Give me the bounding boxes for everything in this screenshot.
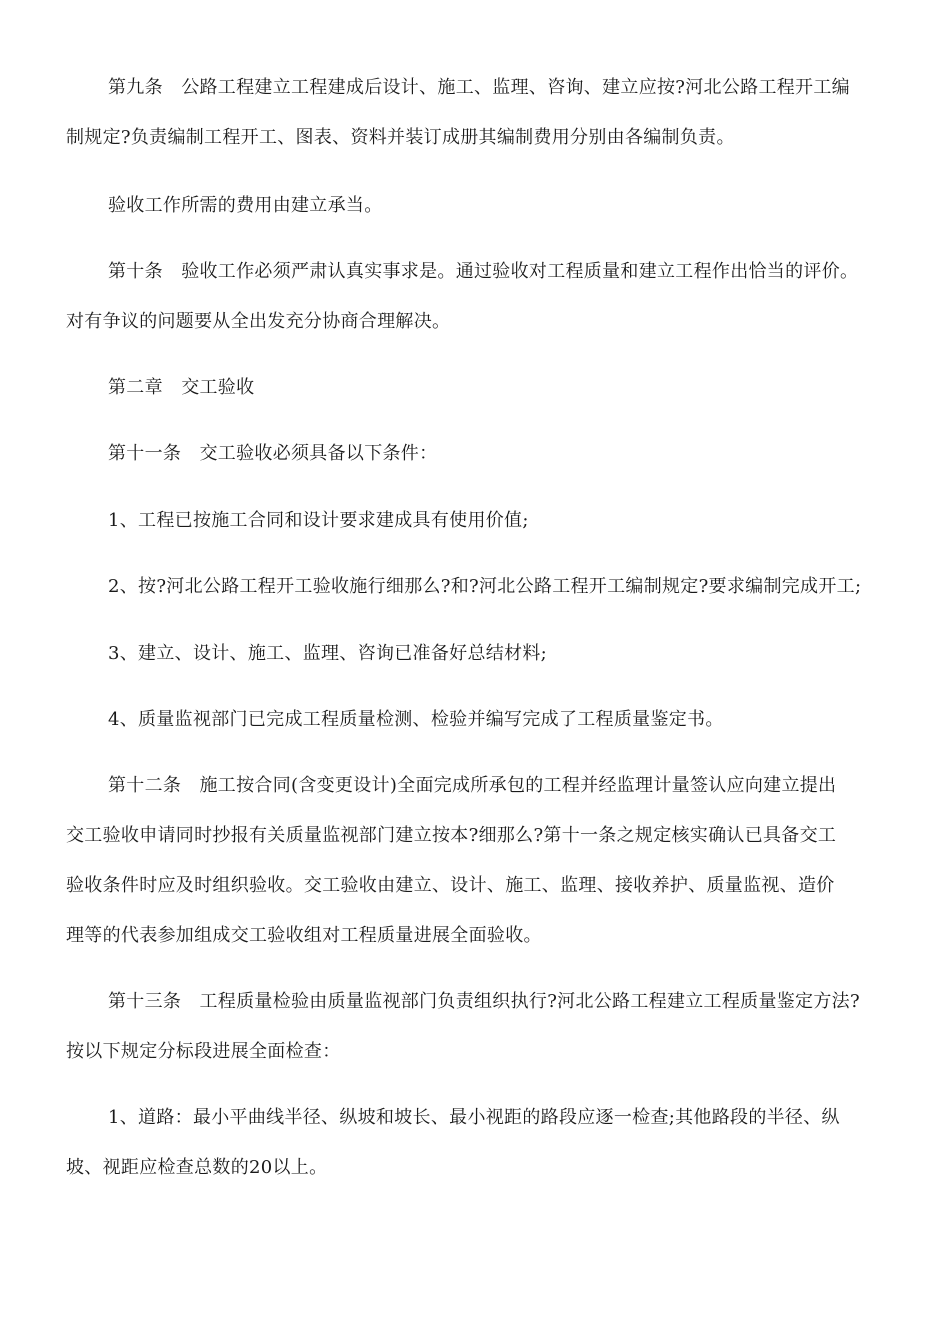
paragraph-article-13-line-1: 第十三条 工程质量检验由质量监视部门负责组织执行?河北公路工程建立工程质量鉴定方法? xyxy=(108,991,860,1012)
paragraph-article-11: 第十一条 交工验收必须具备以下条件： xyxy=(108,443,438,464)
paragraph-article-9-line-1: 第九条 公路工程建立工程建成后设计、施工、监理、咨询、建立应按?河北公路工程开工编 xyxy=(108,77,850,98)
paragraph-article-12-line-3: 验收条件时应及时组织验收。交工验收由建立、设计、施工、监理、接收养护、质量监视、造价 xyxy=(66,875,835,896)
paragraph-article-12-line-4: 理等的代表参加组成交工验收组对工程质量进展全面验收。 xyxy=(66,925,542,946)
condition-item-2: 2、按?河北公路工程开工验收施行细那么?和?河北公路工程开工编制规定?要求编制完成开工; xyxy=(108,576,862,597)
condition-item-4: 4、质量监视部门已完成工程质量检测、检验并编写完成了工程质量鉴定书。 xyxy=(108,709,724,730)
road-item-1-line-1: 1、道路：最小平曲线半径、纵坡和坡长、最小视距的路段应逐一检查;其他路段的半径、纵 xyxy=(108,1107,840,1128)
paragraph-fee: 验收工作所需的费用由建立承当。 xyxy=(108,195,383,216)
paragraph-article-10-line-2: 对有争议的问题要从全出发充分协商合理解决。 xyxy=(66,311,451,332)
condition-item-1: 1、工程已按施工合同和设计要求建成具有使用价值; xyxy=(108,510,529,531)
paragraph-article-13-line-2: 按以下规定分标段进展全面检查： xyxy=(66,1041,341,1062)
road-item-1-line-2: 坡、视距应检查总数的20以上。 xyxy=(66,1157,328,1178)
condition-item-3: 3、建立、设计、施工、监理、咨询已准备好总结材料; xyxy=(108,643,548,664)
chapter-heading: 第二章 交工验收 xyxy=(108,377,255,398)
paragraph-article-12-line-1: 第十二条 施工按合同(含变更设计)全面完成所承包的工程并经监理计量签认应向建立提出 xyxy=(108,775,837,796)
paragraph-article-10-line-1: 第十条 验收工作必须严肃认真实事求是。通过验收对工程质量和建立工程作出恰当的评价。 xyxy=(108,261,859,282)
paragraph-article-9-line-2: 制规定?负责编制工程开工、图表、资料并装订成册其编制费用分别由各编制负责。 xyxy=(66,127,735,148)
paragraph-article-12-line-2: 交工验收申请同时抄报有关质量监视部门建立按本?细那么?第十一条之规定核实确认已具备交工 xyxy=(66,825,837,846)
